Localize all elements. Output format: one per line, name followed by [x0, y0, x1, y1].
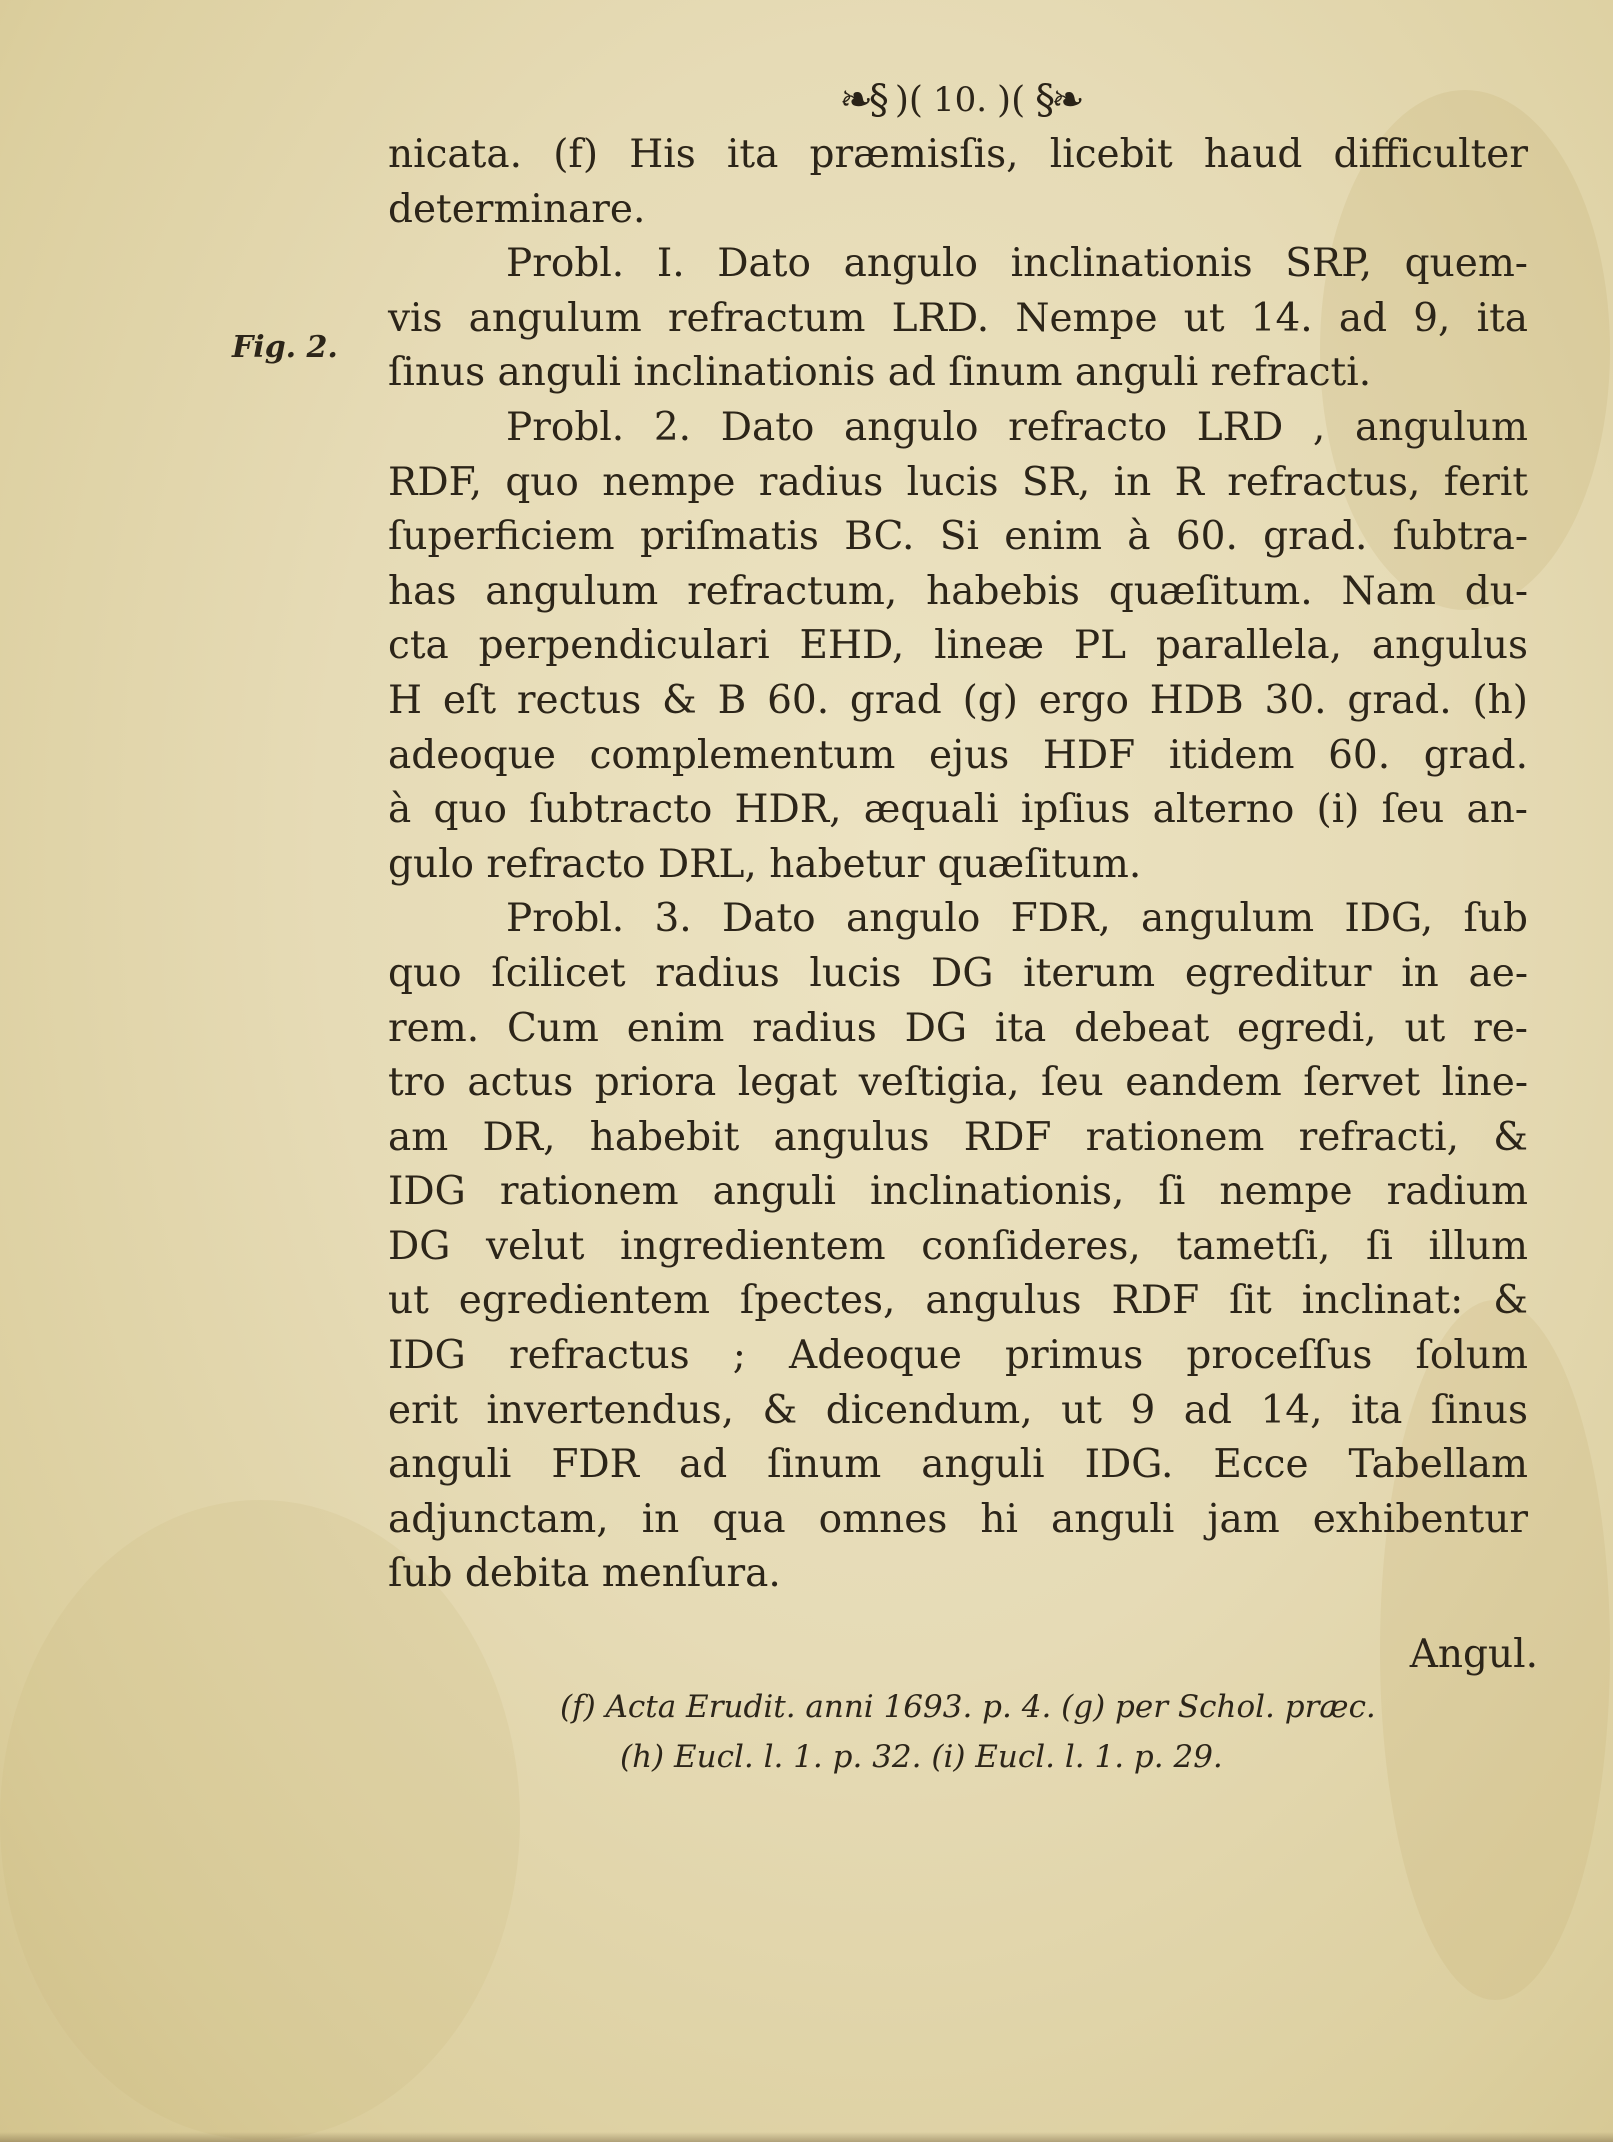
text-line: ſub debita menſura.	[388, 1551, 781, 1597]
text-line: adeoque complementum ejus HDF itidem 60. grad.	[388, 732, 1528, 778]
text-line: determinare.	[388, 186, 646, 232]
figure-margin-note: Fig. 2.	[232, 330, 338, 365]
text-line: gulo refracto DRL, habetur quæſitum.	[388, 841, 1142, 887]
footnote-line: (h) Eucl. l. 1. p. 32. (i) Eucl. l. 1. p. 29.	[620, 1739, 1223, 1775]
text-line: nicata. (f) His ita præmisſis, licebit haud difficulter	[388, 132, 1528, 177]
text-line: am DR, habebit angulus RDF rationem refracti, &	[388, 1114, 1528, 1160]
text-line: vis angulum refractum LRD. Nempe ut 14. ad 9, ita	[388, 295, 1528, 341]
page-number: 10.	[932, 80, 988, 120]
catchword: Angul.	[1409, 1632, 1538, 1677]
page-edge-shadow	[0, 2132, 1613, 2142]
text-line: ut egredientem ſpectes, angulus RDF ſit inclinat: &	[388, 1278, 1528, 1324]
text-line: rem. Cum enim radius DG ita debeat egredi, ut re-	[388, 1005, 1528, 1051]
text-line: quo ſcilicet radius lucis DG iterum egreditur in ae-	[388, 950, 1528, 996]
text-line: ſinus anguli inclinationis ad ſinum anguli refracti.	[388, 350, 1372, 396]
footnote-line: (f) Acta Erudit. anni 1693. p. 4. (g) per Schol. præc.	[560, 1689, 1376, 1725]
text-line: IDG refractus ; Adeoque primus proceſſus ſolum	[388, 1333, 1528, 1379]
text-line: H eſt rectus & B 60. grad (g) ergo HDB 30. grad. (h)	[388, 677, 1528, 723]
text-line: erit invertendus, & dicendum, ut 9 ad 14, ita ſinus	[388, 1387, 1528, 1433]
text-line: has angulum refractum, habebis quæſitum. Nam du-	[388, 568, 1528, 614]
text-line: DG velut ingredientem conſideres, tametſi, ſi illum	[388, 1223, 1528, 1269]
text-line: à quo ſubtracto HDR, æquali ipſius alterno (i) ſeu an-	[388, 787, 1528, 833]
page-header	[770, 70, 1150, 130]
header-paren-right: )(	[997, 79, 1026, 121]
text-line: tro actus priora legat veſtigia, ſeu eandem ſervet line-	[388, 1060, 1528, 1106]
ornament-left-icon: ❧§	[839, 77, 885, 123]
text-line: anguli FDR ad ſinum anguli IDG. Ecce Tabellam	[388, 1442, 1528, 1488]
footnotes	[560, 1682, 1376, 1782]
body-text	[388, 128, 1528, 1602]
text-line: Probl. 2. Dato angulo refracto LRD , angulum	[506, 404, 1528, 450]
header-paren-left: )(	[894, 79, 923, 121]
text-line: ſuperficiem priſmatis BC. Si enim à 60. grad. ſubtra-	[388, 514, 1528, 560]
text-line: adjunctam, in qua omnes hi anguli jam exhibentur	[388, 1496, 1528, 1542]
text-line: RDF, quo nempe radius lucis SR, in R refractus, ferit	[388, 459, 1528, 505]
ornament-right-icon: §❧	[1035, 77, 1081, 123]
text-line: Probl. I. Dato angulo inclinationis SRP, quem-	[506, 241, 1528, 287]
text-line: cta perpendiculari EHD, lineæ PL parallela, angulus	[388, 623, 1528, 669]
text-line: IDG rationem anguli inclinationis, ſi nempe radium	[388, 1169, 1528, 1215]
text-line: Probl. 3. Dato angulo FDR, angulum IDG, ſub	[506, 896, 1528, 942]
